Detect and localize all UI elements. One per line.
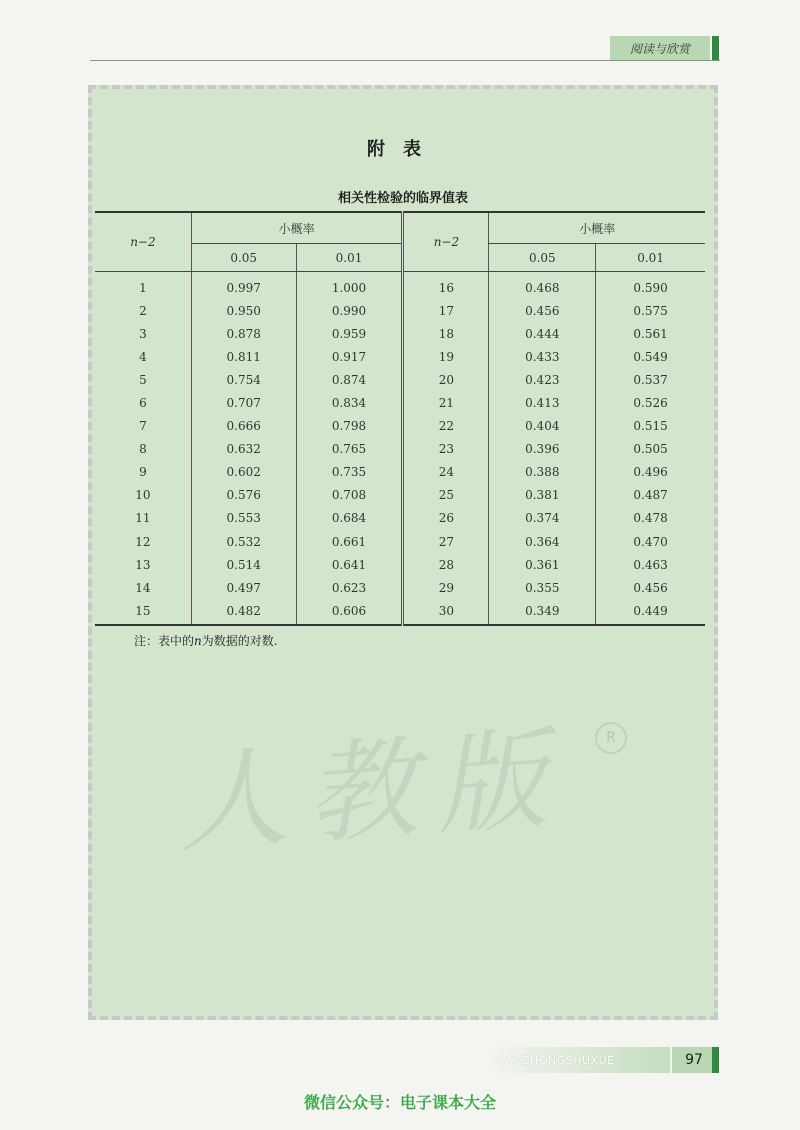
table-cell-b1: 0.684 <box>296 507 403 530</box>
table-cell-b2: 0.496 <box>596 461 705 484</box>
table-cell-b1: 0.708 <box>296 484 403 507</box>
table-cell-n2: 26 <box>403 507 489 530</box>
table-cell-b1: 0.641 <box>296 553 403 576</box>
table-cell-n1: 9 <box>139 465 147 480</box>
table-cell-b1: 0.917 <box>296 345 403 368</box>
table-cell-a1: 0.632 <box>191 438 296 461</box>
table-cell-n1: 11 <box>135 511 151 526</box>
table-cell-b2: 0.463 <box>596 553 705 576</box>
table-cell-n2: 18 <box>403 322 489 345</box>
table-cell-a2: 0.388 <box>489 461 596 484</box>
table-cell-n2: 24 <box>403 461 489 484</box>
table-cell-n1: 3 <box>139 326 147 341</box>
table-cell-n2: 28 <box>403 553 489 576</box>
footer-note: 微信公众号：电子课本大全 <box>303 1093 496 1112</box>
table-cell-n1: 4 <box>139 349 147 364</box>
table-cell-b1: 1.000 <box>296 272 403 300</box>
table-cell-n2: 27 <box>403 530 489 553</box>
table-row <box>95 391 705 414</box>
table-cell-a1: 0.482 <box>191 599 296 625</box>
table-title: 相关性检验的临界值表 <box>337 191 468 206</box>
table-row <box>95 576 705 599</box>
table-cell-b2: 0.478 <box>596 507 705 530</box>
table-cell-n1: 8 <box>139 442 147 457</box>
table-cell-a1: 0.553 <box>191 507 296 530</box>
table-cell-b2: 0.470 <box>596 530 705 553</box>
table-row <box>95 553 705 576</box>
table-row <box>95 272 705 300</box>
table-cell-b1: 0.874 <box>296 368 403 391</box>
table-cell-b2: 0.575 <box>596 299 705 322</box>
table-cell-b2: 0.590 <box>596 272 705 300</box>
note-suffix: 为数据的对数. <box>201 634 278 648</box>
table-cell-n2: 22 <box>403 415 489 438</box>
page-title: 附表 <box>367 139 439 160</box>
table-cell-n2: 20 <box>403 368 489 391</box>
note-prefix: 注：表中的 <box>134 634 195 648</box>
table-cell-b1: 0.959 <box>296 322 403 345</box>
table-cell-b1: 0.661 <box>296 530 403 553</box>
table-cell-a2: 0.361 <box>489 553 596 576</box>
table-cell-n1: 1 <box>139 280 147 295</box>
table-cell-a1: 0.707 <box>191 391 296 414</box>
table-cell-b1: 0.606 <box>296 599 403 625</box>
table-cell-n1: 15 <box>95 599 191 625</box>
table-cell-n2: 23 <box>403 438 489 461</box>
watermark-registered-icon: R <box>595 722 627 754</box>
table-cell-b1: 0.990 <box>296 299 403 322</box>
table-cell-n1: 5 <box>139 372 147 387</box>
table-row <box>95 530 705 553</box>
col-header-p005-left: 0.05 <box>191 244 296 272</box>
page-number-accent <box>712 1047 719 1073</box>
col-header-n-right: n−2 <box>403 212 489 272</box>
col-header-p001-left: 0.01 <box>296 244 403 272</box>
table-cell-b1: 0.623 <box>296 576 403 599</box>
table-cell-a2: 0.423 <box>489 368 596 391</box>
table-cell-a1: 0.997 <box>191 272 296 300</box>
table-cell-a2: 0.433 <box>489 345 596 368</box>
col-header-n-left: n−2 <box>95 212 191 272</box>
table-cell-n1: 6 <box>139 396 147 411</box>
table-cell-n1: 2 <box>139 303 147 318</box>
table-cell-a1: 0.532 <box>191 530 296 553</box>
table-cell-a2: 0.374 <box>489 507 596 530</box>
table-cell-a1: 0.878 <box>191 322 296 345</box>
table-cell-b2: 0.487 <box>596 484 705 507</box>
table-cell-a2: 0.413 <box>489 391 596 414</box>
table-cell-n2: 29 <box>403 576 489 599</box>
table-cell-b1: 0.834 <box>296 391 403 414</box>
header-rule <box>90 60 720 61</box>
critical-value-table <box>95 211 705 626</box>
table-row <box>95 484 705 507</box>
section-tab <box>610 36 710 60</box>
table-cell-b2: 0.456 <box>596 576 705 599</box>
watermark-text: 人教版 <box>172 713 571 869</box>
table-cell-n1: 14 <box>135 580 151 595</box>
table-cell-a2: 0.349 <box>489 599 596 625</box>
table-cell-n2: 25 <box>403 484 489 507</box>
table-row <box>95 599 705 625</box>
table-cell-b2: 0.515 <box>596 415 705 438</box>
table-cell-b1: 0.735 <box>296 461 403 484</box>
table-row <box>95 461 705 484</box>
table-cell-a1: 0.950 <box>191 299 296 322</box>
table-cell-b2: 0.449 <box>596 599 705 625</box>
table-cell-a2: 0.396 <box>489 438 596 461</box>
table-cell-a2: 0.381 <box>489 484 596 507</box>
section-label: 阅读与欣赏 <box>629 41 690 56</box>
note-variable: n <box>194 634 202 648</box>
table-cell-b2: 0.549 <box>596 345 705 368</box>
table-cell-n1: 12 <box>135 534 151 549</box>
table-cell-a2: 0.404 <box>489 415 596 438</box>
table-cell-a1: 0.666 <box>191 415 296 438</box>
table-cell-b2: 0.526 <box>596 391 705 414</box>
table-cell-a1: 0.602 <box>191 461 296 484</box>
table-cell-a2: 0.456 <box>489 299 596 322</box>
table-row <box>95 345 705 368</box>
table-cell-a2: 0.468 <box>489 272 596 300</box>
col-header-p005-right: 0.05 <box>489 244 596 272</box>
table-cell-b1: 0.765 <box>296 438 403 461</box>
table-cell-b2: 0.561 <box>596 322 705 345</box>
table-cell-n2: 16 <box>403 272 489 300</box>
table-cell-b2: 0.505 <box>596 438 705 461</box>
table-row <box>95 507 705 530</box>
table-cell-n1: 13 <box>135 557 151 572</box>
table-cell-a2: 0.444 <box>489 322 596 345</box>
table-body <box>95 272 705 626</box>
table-row <box>95 299 705 322</box>
col-header-p001-right: 0.01 <box>596 244 705 272</box>
table-cell-a1: 0.576 <box>191 484 296 507</box>
table-cell-a2: 0.364 <box>489 530 596 553</box>
table-cell-n2: 19 <box>403 345 489 368</box>
table-cell-b1: 0.798 <box>296 415 403 438</box>
table-row <box>95 415 705 438</box>
table-cell-a1: 0.514 <box>191 553 296 576</box>
table-cell-n2: 21 <box>403 391 489 414</box>
table-cell-n2: 30 <box>403 599 489 625</box>
table-cell-a1: 0.811 <box>191 345 296 368</box>
table-row <box>95 438 705 461</box>
page-number: 97 <box>672 1047 716 1073</box>
table-cell-a1: 0.497 <box>191 576 296 599</box>
col-header-group-left: 小概率 <box>191 212 403 244</box>
table-cell-n1: 7 <box>139 419 147 434</box>
table-cell-n2: 17 <box>403 299 489 322</box>
table-row <box>95 322 705 345</box>
table-cell-a1: 0.754 <box>191 368 296 391</box>
footer-running-text: GAOZHONGSHUXUE <box>490 1047 670 1073</box>
table-note <box>134 632 278 649</box>
table-cell-n1: 10 <box>135 488 151 503</box>
table-cell-a2: 0.355 <box>489 576 596 599</box>
section-tab-accent <box>712 36 719 60</box>
table-row <box>95 368 705 391</box>
col-header-group-right: 小概率 <box>489 212 705 244</box>
table-cell-b2: 0.537 <box>596 368 705 391</box>
